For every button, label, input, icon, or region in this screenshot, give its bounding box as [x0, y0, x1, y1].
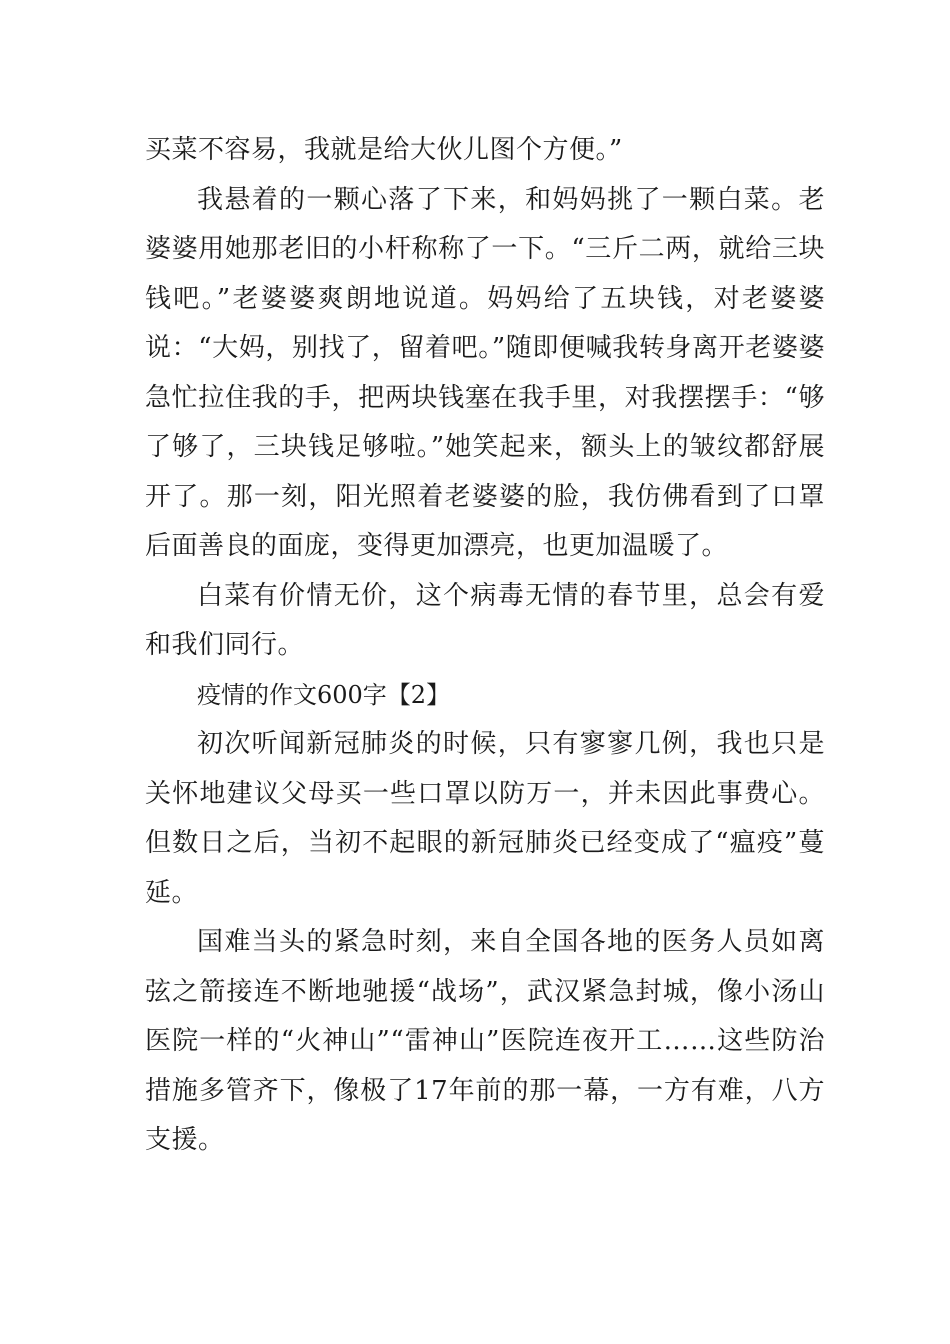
- paragraph-continuation: 买菜不容易，我就是给大伙儿图个方便。”: [145, 135, 623, 165]
- paragraph-national-crisis: 国难当头的紧急时刻，来自全国各地的医务人员如离弦之箭接连不断地驰援“战场”，武汉紧急封城，像小汤山医院一样的“火神山”“雷神山”医院连夜开工……这些防治措施多管齐下，像极了17年前的那一幕，一方有难，八方支援。: [145, 927, 825, 1155]
- paragraph-cabbage-purchase: 我悬着的一颗心落了下来，和妈妈挑了一颗白菜。老婆婆用她那老旧的小杆称称了一下。“三斤二两，就给三块钱吧。”老婆婆爽朗地说道。妈妈给了五块钱，对老婆婆说：“大妈，别找了，留着吧。”随即便喊我转身离开老婆婆急忙拉住我的手，把两块钱塞在我手里，对我摆摆手：“够了够了，三块钱足够啦。”她笑起来，额头上的皱纹都舒展开了。那一刻，阳光照着老婆婆的脸，我仿佛看到了口罩后面善良的面庞，变得更加漂亮，也更加温暖了。: [145, 184, 825, 561]
- document-body: [145, 126, 825, 1166]
- paragraph-love-conclusion: 白菜有价情无价，这个病毒无情的春节里，总会有爱和我们同行。: [145, 580, 825, 660]
- paragraph-first-heard: 初次听闻新冠肺炎的时候，只有寥寥几例，我也只是关怀地建议父母买一些口罩以防万一，并未因此事费心。但数日之后，当初不起眼的新冠肺炎已经变成了“瘟疫”蔓延。: [145, 729, 825, 908]
- section-heading: 疫情的作文600字【2】: [197, 680, 451, 709]
